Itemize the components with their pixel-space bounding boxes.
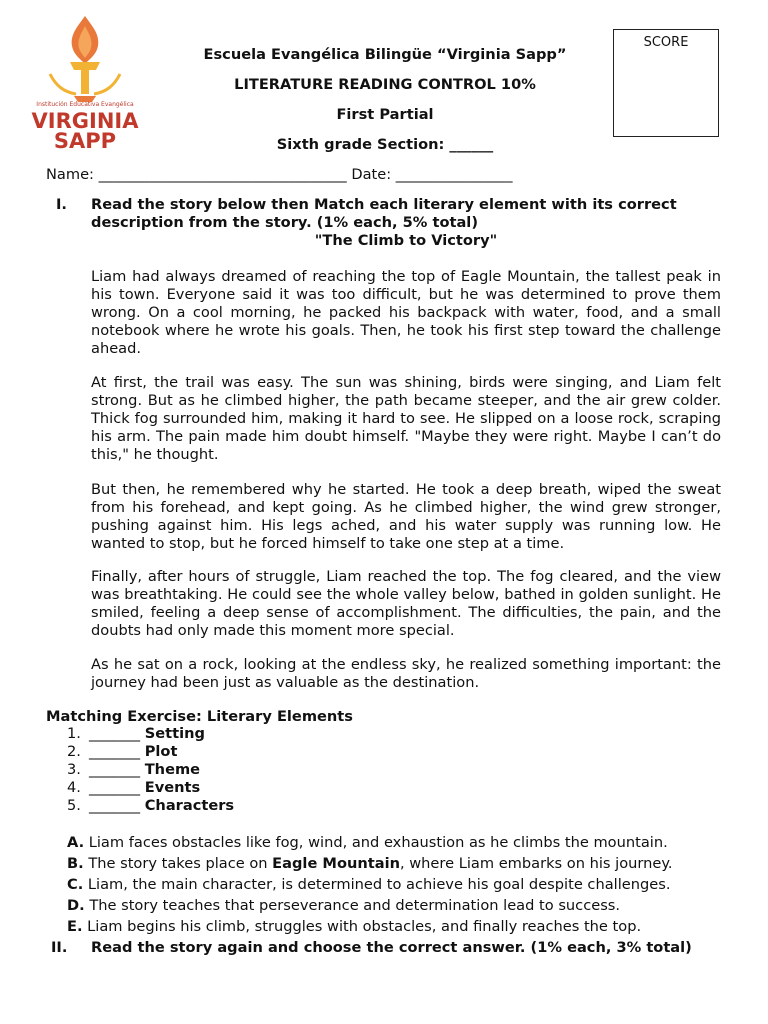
grade-section: Sixth grade Section: ______ [276,136,494,153]
matching-item[interactable] [67,761,234,779]
name-date-line[interactable]: Name: __________________________________ Date: ________________ [46,166,513,183]
score-box[interactable] [613,29,719,137]
answer-blank[interactable]: _______ [89,725,141,742]
story-paragraph-3: But then, he remembered why he started. He took a deep breath, wiped the sweat from his forehead, and kept going. As he climbed higher, the wind grew stronger, pushing against him. His legs ached, and his water supply was running low. He wanted to stop, but he forced himself to take one step at a time. [91,481,721,552]
section-2-instruction: Read the story again and choose the correct answer. (1% each, 3% total) [91,939,692,956]
option-letter: B. [67,855,84,872]
option-text: Liam faces obstacles like fog, wind, and exhaustion as he climbs the mountain. [88,834,668,851]
option-c [67,876,673,897]
item-label: Setting [144,725,205,742]
item-label: Plot [144,743,178,760]
option-e [67,918,673,939]
option-text: The story takes place on [88,855,273,872]
school-logo [30,12,140,152]
story-paragraph-5: As he sat on a rock, looking at the endless sky, he realized something important: the journey had been just as valuable as the destination. [91,656,721,691]
item-label: Events [144,779,201,796]
logo-name-line2: SAPP [53,129,117,153]
story-paragraph-1: Liam had always dreamed of reaching the top of Eagle Mountain, the tallest peak in his town. Everyone said it was too difficult, but he was determined to prove them wrong. On a cool morning, he packed his backpack with water, food, and a small notebook where he wrote his goals. Then, he took his first step toward the challenge ahead. [91,268,721,357]
control-title: LITERATURE READING CONTROL 10% [234,76,536,93]
story-title: "The Climb to Victory" [314,232,498,249]
matching-item[interactable] [67,743,234,761]
logo-small-text: Institución Educativa Evangélica [36,101,134,108]
matching-options [67,834,673,939]
option-text: Liam begins his climb, struggles with obstacles, and finally reaches the top. [87,918,642,935]
answer-blank[interactable]: _______ [89,797,141,814]
option-text-post: , where Liam embarks on his journey. [399,855,673,872]
matching-item[interactable] [67,797,234,815]
option-letter: C. [67,876,84,893]
section-1-instruction: Read the story below then Match each literary element with its correct description from the story. (1% each, 5% total) [91,196,677,231]
logo-name-line1: VIRGINIA [31,109,139,133]
section-2-numeral: II. [51,939,68,956]
matching-item[interactable] [67,725,234,743]
story-paragraph-2: At first, the trail was easy. The sun was shining, birds were singing, and Liam felt strong. But as he climbed higher, the path became steeper, and the air grew colder. Thick fog surrounded him, making it hard to see. He slipped on a loose rock, scraping his arm. The pain made him doubt himself. "Maybe they were right. Maybe I can’t do this," he thought. [91,374,721,463]
option-text: Liam, the main character, is determined to achieve his goal despite challenges. [87,876,671,893]
option-letter: E. [67,918,83,935]
answer-blank[interactable]: _______ [89,779,141,796]
score-label: SCORE [643,35,689,50]
option-text: The story teaches that perseverance and determination lead to success. [89,897,621,914]
item-number: 4. [67,779,81,796]
matching-title: Matching Exercise: Literary Elements [46,708,353,725]
option-a [67,834,673,855]
matching-items [67,725,234,815]
school-name: Escuela Evangélica Bilingüe “Virginia Sapp” [203,46,567,63]
story-paragraph-4: Finally, after hours of struggle, Liam reached the top. The fog cleared, and the view was breathtaking. He could see the whole valley below, bathed in golden sunlight. He smiled, feeling a deep sense of accomplishment. The difficulties, the pain, and the doubts had only made this moment more special. [91,568,721,639]
item-label: Theme [144,761,201,778]
option-b [67,855,673,876]
matching-item[interactable] [67,779,234,797]
answer-blank[interactable]: _______ [89,761,141,778]
answer-blank[interactable]: _______ [89,743,141,760]
item-number: 2. [67,743,81,760]
item-number: 3. [67,761,81,778]
option-letter: D. [67,897,85,914]
item-number: 1. [67,725,81,742]
item-number: 5. [67,797,81,814]
option-d [67,897,673,918]
option-bold-text: Eagle Mountain [272,855,400,872]
item-label: Characters [144,797,235,814]
section-1-numeral: I. [56,196,67,213]
option-letter: A. [67,834,85,851]
partial-label: First Partial [336,106,434,123]
